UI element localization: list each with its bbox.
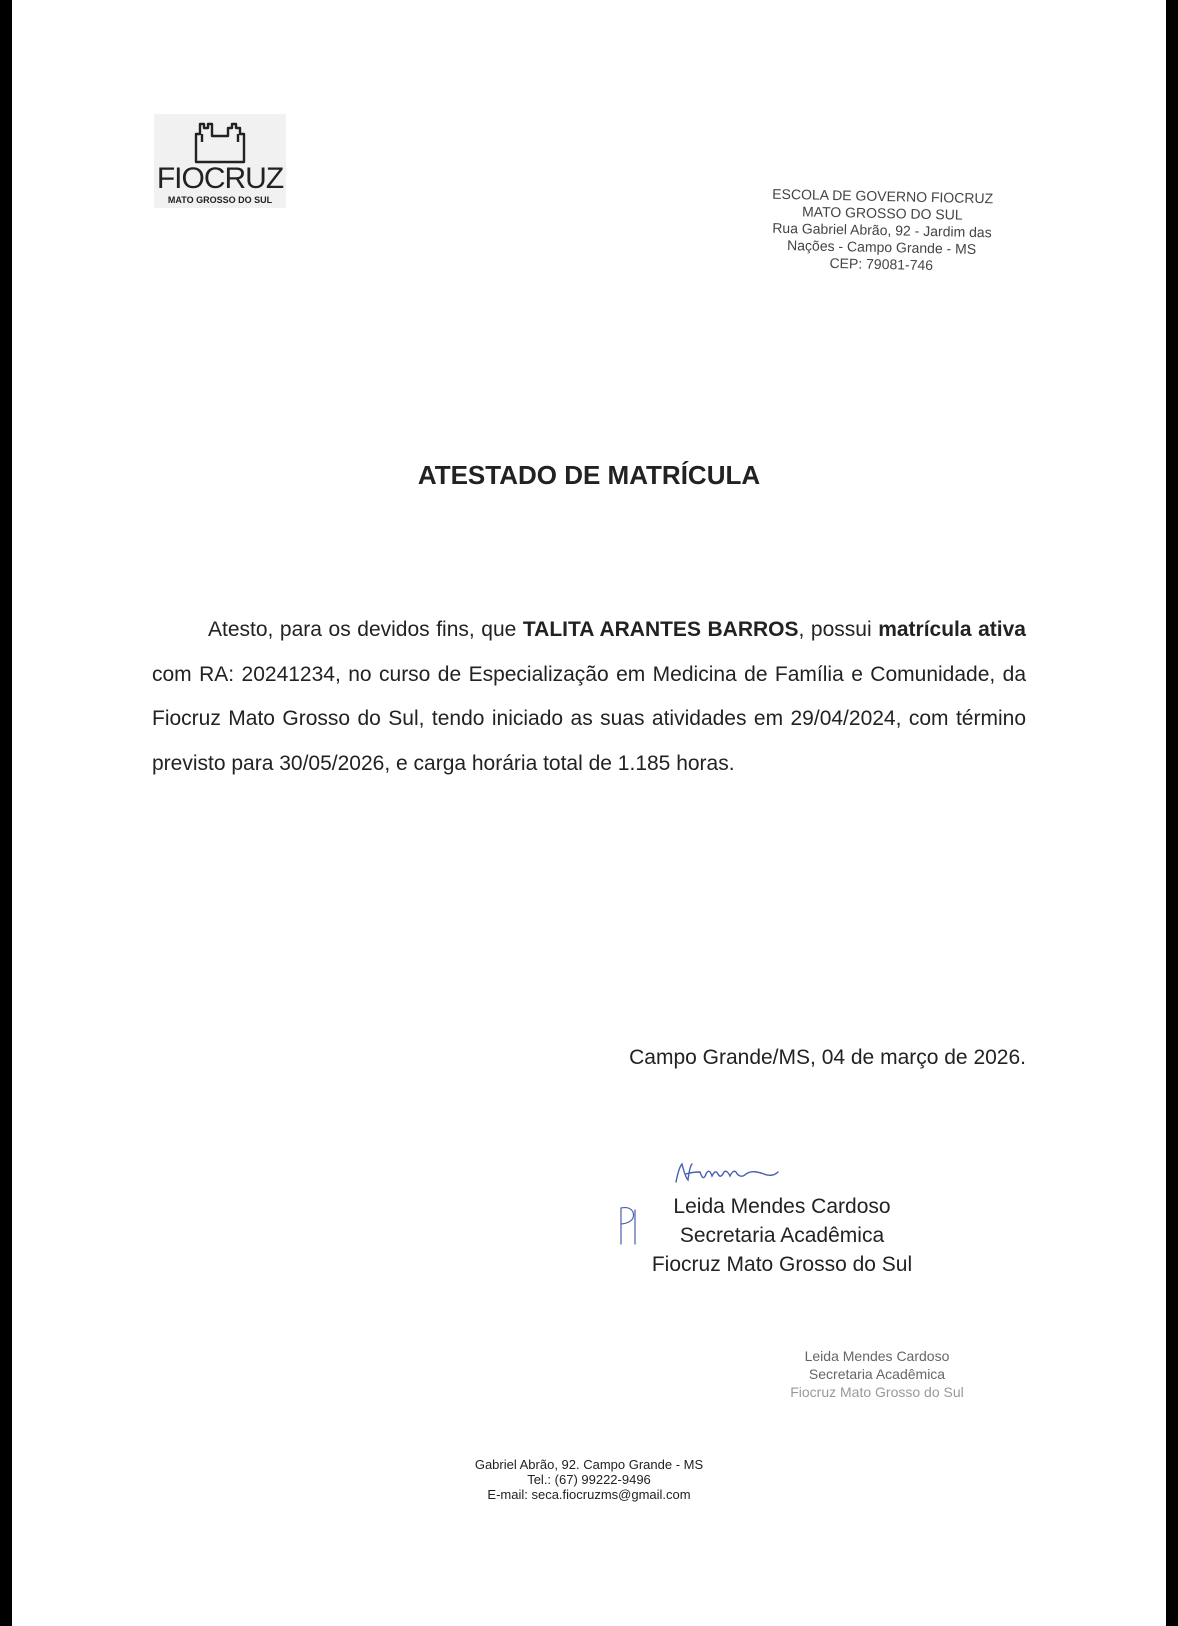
signer-name: Leida Mendes Cardoso: [673, 1195, 891, 1218]
student-name: TALITA ARANTES BARROS: [522, 618, 799, 641]
header-stamp-line: MATO GROSSO DO SUL: [801, 203, 963, 223]
stamp-line: Secretaria Acadêmica: [808, 1366, 946, 1382]
date-line: Campo Grande/MS, 04 de março de 2026.: [629, 1046, 1026, 1069]
signer-block: [632, 1192, 932, 1279]
enrollment-status: matrícula ativa: [878, 618, 1026, 641]
header-stamp: [751, 185, 1013, 275]
header-stamp-line: CEP: 79081-746: [829, 254, 934, 274]
header-stamp-line: ESCOLA DE GOVERNO FIOCRUZ: [772, 185, 994, 207]
document-title: ATESTADO DE MATRÍCULA: [417, 460, 761, 490]
handwritten-signature: [672, 1152, 782, 1192]
footer-phone: Tel.: (67) 99222-9496: [527, 1472, 651, 1487]
header-stamp-line: Rua Gabriel Abrão, 92 - Jardim das: [772, 219, 992, 241]
signer-institution: Fiocruz Mato Grosso do Sul: [651, 1253, 913, 1276]
fiocruz-logo: [154, 114, 286, 208]
certificate-body: [152, 608, 1026, 786]
logo-subtitle: MATO GROSSO DO SUL: [167, 195, 273, 205]
page-footer: [12, 1457, 1166, 1502]
document-page: [12, 0, 1166, 1626]
footer-email: E-mail: seca.fiocruzms@gmail.com: [487, 1487, 691, 1502]
logo-name: FIOCRUZ: [156, 162, 284, 195]
signature-stamp: [752, 1347, 1002, 1401]
castle-icon: [190, 120, 250, 164]
stamp-line: Fiocruz Mato Grosso do Sul: [790, 1384, 964, 1400]
header-stamp-line: Nações - Campo Grande - MS: [786, 237, 977, 257]
body-text-part: , possui: [798, 618, 879, 641]
body-text-part: com RA: 20241234, no curso de Especialização em Medicina de Família e Comunidade, da Fiocruz Mato Grosso do Sul, tendo iniciado as suas atividades em 29/04/2024, com término previsto para 30/05/2026, e carga horária total de 1.185 horas.: [152, 662, 1026, 775]
footer-address: Gabriel Abrão, 92. Campo Grande - MS: [474, 1457, 704, 1472]
signer-role: Secretaria Acadêmica: [679, 1224, 885, 1247]
body-text-part: Atesto, para os devidos fins, que: [208, 618, 523, 641]
stamp-line: Leida Mendes Cardoso: [804, 1348, 950, 1364]
